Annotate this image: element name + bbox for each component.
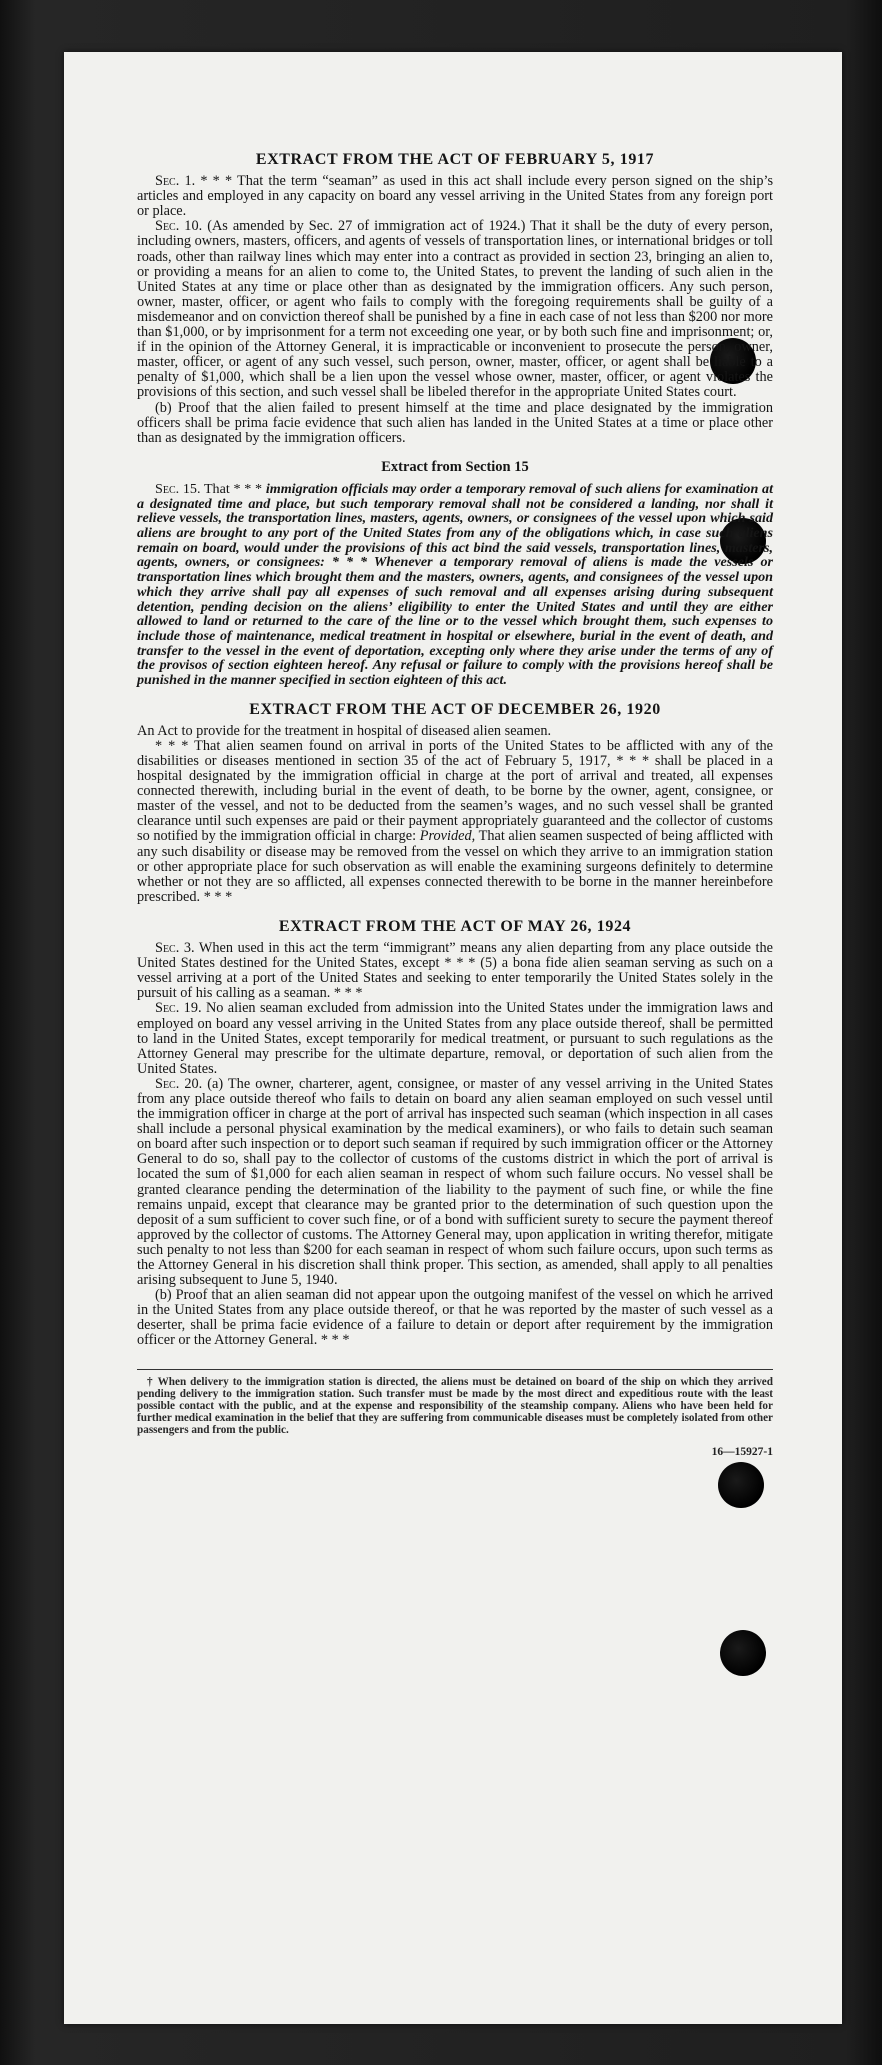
sec-15-label: Sec. 15. (155, 480, 201, 497)
sec-20-text: (a) The owner, charterer, agent, consignee, or master of any vessel arriving in the United States from any place outside thereof who fails to detain on board any alien seaman employed on such vessel until the immigration officer in charge at the port of arrival has inspected such seaman (which inspection in all cases shall include a personal physical examination by the medical examiners), or who fails to detain such seaman on board after such inspection or to deport such seaman if required by such immigration officer or the Attorney General to do so, shall pay to the collector of customs of the customs district in which the port of arrival is located the sum of $1,000 for each alien seaman in respect of whom such failure occurs. No vessel shall be granted clearance pending the determination of the liability to the payment of such fine, or while the fine remains unpaid, except that clearance may be granted prior to the determination of such question upon the deposit of a sum sufficient to cover such fine, or of a bond with sufficient surety to secure the payment thereof approved by the collector of customs. The Attorney General may, upon application in writing therefor, mitigate such penalty to not less than $200 for each seaman in respect of whom such failure occurs, upon such terms as the Attorney General in his discretion shall think proper. This section, as amended, shall apply to all penalties arising subsequent to June 5, 1940. (137, 1075, 774, 1289)
sec-3-label: Sec. 3. (155, 940, 195, 957)
paragraph-sec-1 (137, 174, 773, 219)
act-1920-provided: Provided, (419, 828, 476, 845)
paragraph-act-1920 (137, 739, 773, 905)
act-1920-title: An Act to provide for the treatment in hospital of diseased alien seamen. (137, 722, 552, 739)
paragraph-sec-3 (137, 941, 773, 1001)
heading-act-1920: EXTRACT FROM THE ACT OF DECEMBER 26, 1920 (249, 700, 661, 718)
section-extract-sec-15 (137, 460, 773, 688)
sec-15-lead: That * * * (200, 480, 266, 497)
sec-15-text: immigration officials may order a temporary removal of such aliens for examination at a designated time and place, but such temporary removal shall not be considered a landing, nor shall it relieve vessels, the transportation lines, masters, agents, owners, or consignees of the vessel upon which said aliens are brought to any port of the United States from any of the obligations which, in case such aliens remain on board, would under the provisions of this act bind the said vessels, transportation lines, masters, agents, owners, or consignees: * * * Whenever a temporary removal of aliens is made the vessels or transportation lines which brought them and the masters, owners, agents, and consignees of the vessel upon which they arrive shall pay all expenses of such removal and all expenses arising during subsequent detention, pending decision on the aliens’ eligibility to enter the United States and until they are either allowed to land or returned to the care of the line or to the vessel which brought them, such expenses to include those of maintenance, medical treatment in hospital or elsewhere, burial in the event of death, and transfer to the vessel in the event of deportation, excepting only where they arise under the terms of any of the provisos of section eighteen hereof. Any refusal or failure to comply with the provisions hereof shall be punished in the manner specified in section eighteen of this act. (137, 480, 773, 689)
heading-section-15: Extract from Section 15 (381, 458, 529, 475)
document-body (137, 152, 773, 1461)
act-1920-text-a: * * * That alien seamen found on arrival in ports of the United States to be afflicted with any of the disabilities or diseases mentioned in section 35 of the act of February 5, 1917, * * * shall be placed in a hospital designated by the immigration official in charge at the port of arrival and treated, all expenses connected therewith, including burial in the event of death, to be borne by the owner, agent, consignee, or master of the vessel, and not to be deducted from the seamen’s wages, and no such vessel shall be granted clearance until such expenses are paid or their payment appropriately guaranteed and the collector of customs so notified by the immigration official in charge: (137, 737, 773, 845)
paragraph-sec-10b: (b) Proof that the alien failed to present himself at the time and place designated by the immigration officers shall be prima facie evidence that such alien has landed in the United States at a time or place other than as designated by the immigration officers. (137, 399, 773, 446)
sec-19-label: Sec. 19. (155, 1000, 202, 1017)
paragraph-sec-20b: (b) Proof that an alien seaman did not appear upon the outgoing manifest of the vessel on which he arrived in the United States from any place outside thereof, or that he was reported by the master of such vessel as a deserter, shall be prima facie evidence of a failure to detain or deport after requirement by the immigration officer or the Attorney General. * * * (137, 1287, 773, 1349)
paragraph-sec-15 (137, 482, 773, 688)
print-code: 16—15927-1 (711, 1445, 773, 1458)
footnote: † When delivery to the immigration station is directed, the aliens must be detained on board of the ship on which they arrived pending delivery to the immigration station. Such transfer must be made by the most direct and expeditious route with the least possible contact with the public, and at the expense and responsibility of the steamship company. Aliens who have been held for further medical examination in the belief that they are suffering from communicable diseases must be completely isolated from other passengers and from the public. (137, 1375, 773, 1437)
heading-act-1917: EXTRACT FROM THE ACT OF FEBRUARY 5, 1917 (255, 151, 655, 168)
sec-10-text: (As amended by Sec. 27 of immigration act of 1924.) That it shall be the duty of every person, including owners, masters, officers, and agents of vessels of transportation lines, or international bridges or toll roads, other than railway lines which may enter into a contract as provided in section 23, bringing an alien to, or providing a means for an alien to come to, the United States, to prevent the landing of such alien in the United States at any time or place other than as designated by the immigration officers. Any such person, owner, master, officer, or agent who fails to comply with the foregoing requirements shall be guilty of a misdemeanor and on conviction thereof shall be punished by a fine in each case of not less than $200 nor more than $1,000, or by imprisonment for a term not exceeding one year, or by both such fine and imprisonment; or, if in the opinion of the Attorney General, it is impracticable or inconvenient to prosecute the person, owner, master, officer, or agent of any such vessel, such person, owner, master, officer, or agent shall be liable to a penalty of $1,000, which shall be a lien upon the vessel whose owner, master, officer, or agent violates the provisions of this section, and such vessel shall be libeled therefor in the appropriate United States court. (137, 218, 774, 401)
paragraph-sec-20 (137, 1077, 773, 1288)
sec-20-label: Sec. 20. (155, 1075, 203, 1092)
footnote-divider (137, 1369, 773, 1370)
sec-19-text: No alien seaman excluded from admission into the United States under the immigration laws and employed on board any vessel arriving in the United States from any place outside thereof, shall be permitted to land in the United States, except temporarily for medical treatment, or pursuant to such regulations as the Attorney General may prescribe for the ultimate departure, removal, or deportation of such alien from the United States. (137, 1000, 774, 1077)
section-act-1924 (137, 919, 773, 1349)
sec-3-text: When used in this act the term “immigrant” means any alien departing from any place outside the United States destined for the United States, except * * * (5) a bona fide alien seaman serving as such on a vessel arriving at a port of the United States and seeking to enter temporarily the United States solely in the pursuit of his calling as a seaman. * * * (137, 940, 773, 1002)
paragraph-sec-19 (137, 1001, 773, 1076)
paragraph-sec-10 (137, 219, 773, 400)
punch-hole-4 (720, 1630, 766, 1676)
sec-1-text: * * * That the term “seaman” as used in this act shall include every person signed on the ship’s articles and employed in any capacity on board any vessel arriving in the United States from any foreign port or place. (137, 173, 774, 220)
section-act-1920 (137, 702, 773, 905)
heading-act-1924: EXTRACT FROM THE ACT OF MAY 26, 1924 (278, 917, 632, 935)
section-act-1917 (137, 152, 773, 446)
document-page (64, 52, 842, 2024)
act-1920-text-b: That alien seamen suspected of being afflicted with any such disability or disease may be removed from the vessel on which they arrive to an immigration station or other appropriate place for such observation as will enable the examining surgeons definitely to determine whether or not they are so afflicted, all expenses connected therewith to be borne in the manner hereinbefore prescribed. * * * (137, 828, 773, 905)
punch-hole-3 (718, 1462, 764, 1508)
sec-10-label: Sec. 10. (155, 218, 203, 235)
sec-1-label: Sec. 1. (155, 173, 196, 190)
